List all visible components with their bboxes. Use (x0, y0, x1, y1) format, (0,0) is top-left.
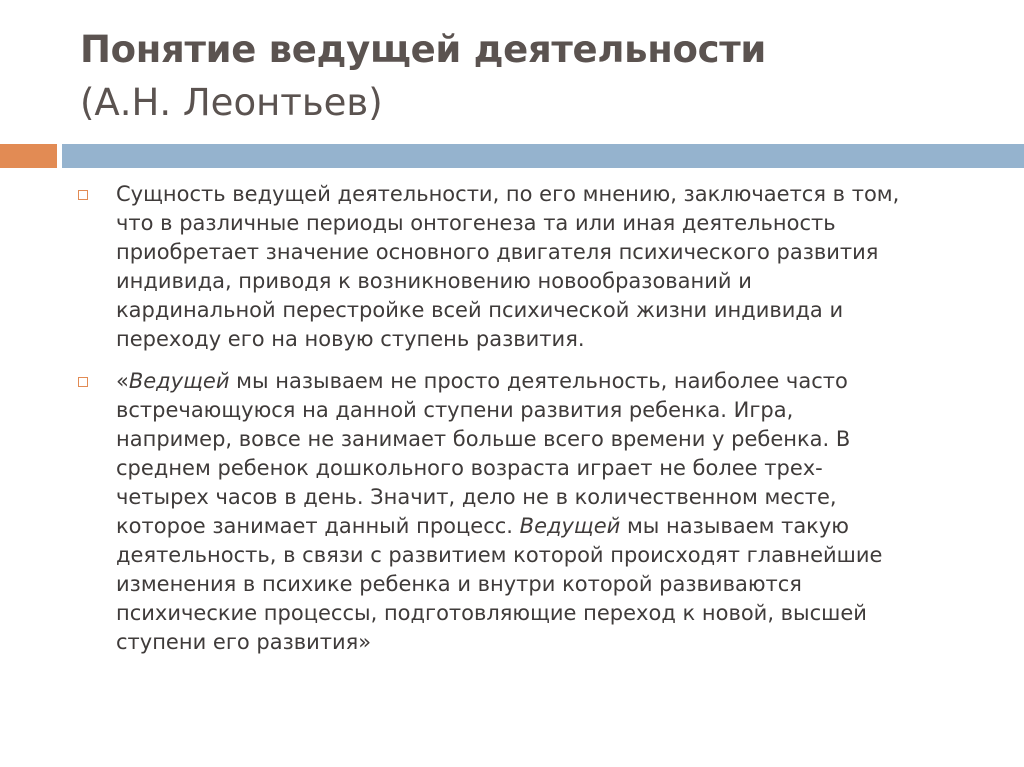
bullet-list (72, 180, 972, 670)
bullet-line: Сущность ведущей деятельности, по его мнению, заключается в том, (116, 182, 900, 206)
line-text: мы называем такую (620, 514, 849, 538)
bullet-line: встречающуюся на данной ступени развития ребенка. Игра, (116, 398, 794, 422)
accent-bar-blue (62, 144, 1024, 168)
bullet-item-essence (72, 180, 972, 354)
bullet-line: четырех часов в день. Значит, дело не в количественном месте, (116, 485, 837, 509)
bullet-line: индивида, приводя к возникновению новообразований и (116, 269, 752, 293)
line-text: мы называем не просто деятельность, наиболее часто (229, 369, 848, 393)
bullet-line: кардинальной перестройке всей психической жизни индивида и (116, 298, 844, 322)
bullet-line: психические процессы, подготовляющие переход к новой, высшей (116, 601, 867, 625)
emphasis-leading: Ведущей (519, 514, 621, 538)
hollow-square-bullet-icon (78, 190, 88, 200)
accent-bar-orange (0, 144, 57, 168)
bullet-line (116, 367, 972, 396)
bullet-line: деятельность, в связи с развитием которой происходят главнейшие (116, 543, 883, 567)
bullet-item-quote (72, 367, 972, 657)
slide-title-main: Понятие ведущей деятельности (80, 28, 767, 71)
bullet-line: изменения в психике ребенка и внутри которой развиваются (116, 572, 802, 596)
slide-title (80, 26, 1000, 126)
slide-title-author: (А.Н. Леонтьев) (80, 81, 383, 124)
bullet-line: например, вовсе не занимает больше всего времени у ребенка. В (116, 427, 851, 451)
bullet-line: переходу его на новую ступень развития. (116, 327, 585, 351)
quote-open: « (116, 369, 129, 393)
hollow-square-bullet-icon (78, 377, 88, 387)
bullet-line: ступени его развития» (116, 630, 372, 654)
bullet-line: среднем ребенок дошкольного возраста играет не более трех- (116, 456, 823, 480)
emphasis-leading: Ведущей (128, 369, 230, 393)
bullet-line: что в различные периоды онтогенеза та или иная деятельность (116, 211, 836, 235)
bullet-line: приобретает значение основного двигателя психического развития (116, 240, 879, 264)
line-text: которое занимает данный процесс. (116, 514, 520, 538)
bullet-line (116, 512, 972, 541)
